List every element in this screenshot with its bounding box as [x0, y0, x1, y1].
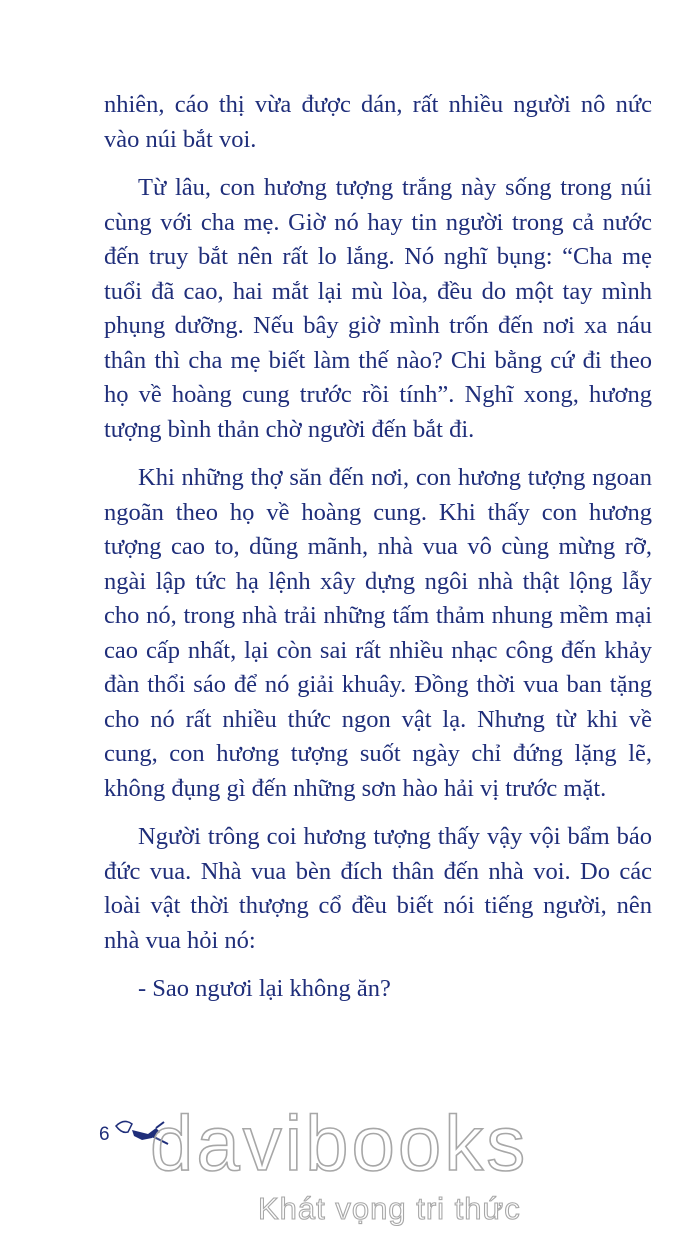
- watermark-brand: davibooks: [150, 1099, 529, 1187]
- paragraph-2: Từ lâu, con hương tượng trắng này sống trong núi cùng với cha mẹ. Giờ nó hay tin người trong cả nước đến truy bắt nên rất lo lắng. Nó nghĩ bụng: “Cha mẹ tuổi đã cao, hai mắt lại mù lòa, đều do một tay mình phụng dưỡng. Nếu bây giờ mình trốn đến nơi xa náu thân thì cha mẹ biết làm thế nào? Chi bằng cứ đi theo họ về hoàng cung trước rồi tính”. Nghĩ xong, hương tượng bình thản chờ người đến bắt đi.: [104, 174, 652, 443]
- paragraph-1: nhiên, cáo thị vừa được dán, rất nhiều người nô nức vào núi bắt voi.: [104, 91, 652, 153]
- paragraph-3: Khi những thợ săn đến nơi, con hương tượng ngoan ngoãn theo họ về hoàng cung. Khi thấy con hương tượng cao to, dũng mãnh, nhà vua vô cùng mừng rỡ, ngài lập tức hạ lệnh xây dựng ngôi nhà thật lộng lẫy cho nó, trong nhà trải những tấm thảm nhung mềm mại cao cấp nhất, lại còn sai rất nhiều nhạc công đến khảy đàn thổi sáo để nó giải khuây. Đồng thời vua ban tặng cho nó rất nhiều thức ngon vật lạ. Nhưng từ khi về cung, con hương tượng suốt ngày chỉ đứng lặng lẽ, không đụng gì đến những sơn hào hải vị trước mặt.: [104, 464, 652, 802]
- paragraph-4: Người trông coi hương tượng thấy vậy vội bẩm báo đức vua. Nhà vua bèn đích thân đến nhà voi. Do các loài vật thời thượng cổ đều biết nói tiếng người, nên nhà vua hỏi nó:: [104, 823, 652, 954]
- page-number: 6: [99, 1124, 110, 1145]
- book-page-text: [104, 88, 652, 1007]
- watermark-tagline: Khát vọng tri thức: [258, 1191, 521, 1226]
- dialogue-line: - Sao ngươi lại không ăn?: [138, 975, 391, 1002]
